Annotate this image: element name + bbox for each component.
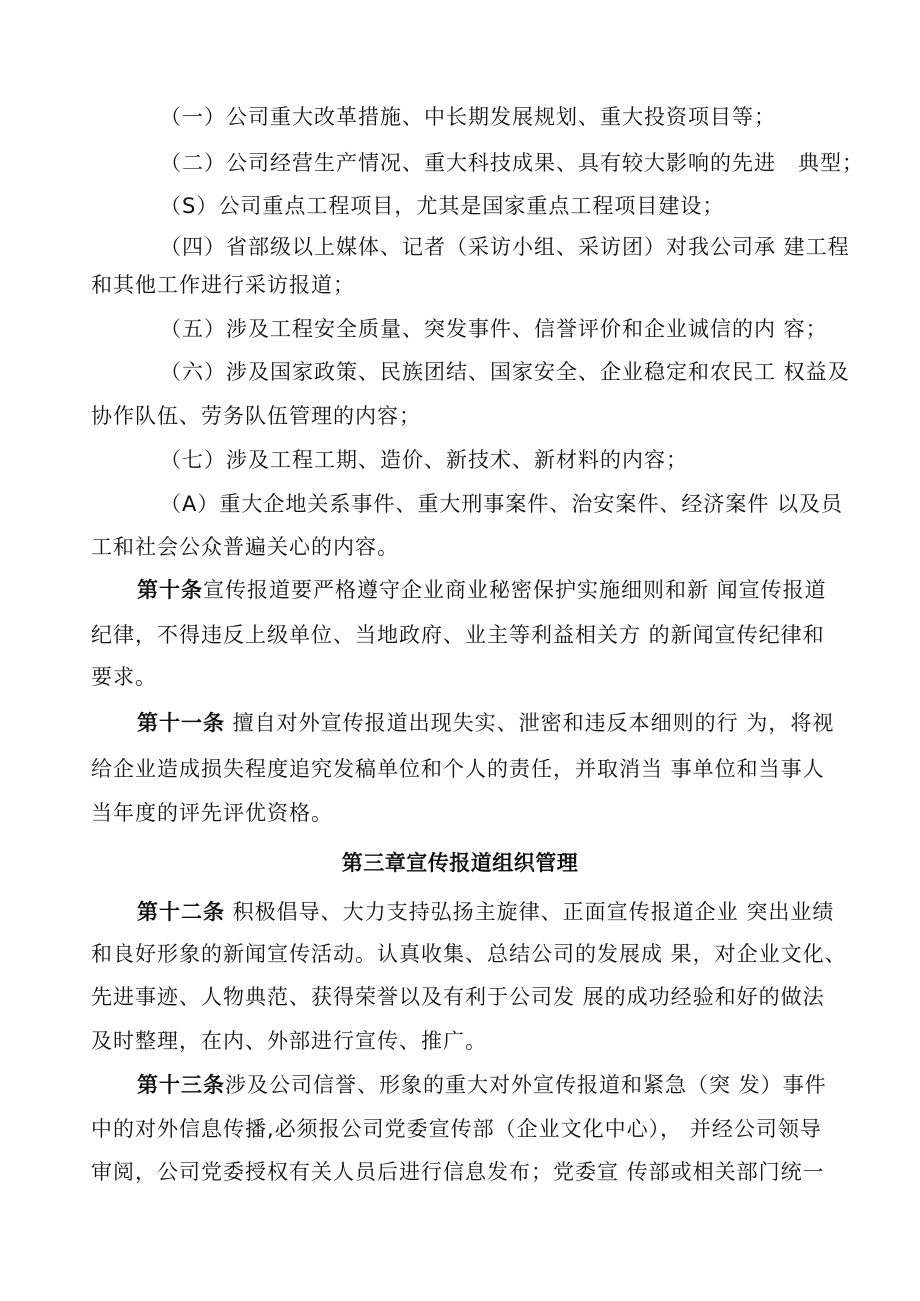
article-12-line-4: 及时整理，在内、外部进行宣传、推广。 [91,1029,487,1053]
article-12-line-3: 先进事迹、人物典范、获得荣誉以及有利于公司发 展的成功经验和好的做法 [91,985,825,1009]
list-item-5: （五）涉及工程安全质量、突发事件、信誉评价和企业诚信的内 容； [160,317,828,341]
list-item-8-line-2: 工和社会公众普遍关心的内容。 [91,535,399,559]
chapter-3-title: 第三章宣传报道组织管理 [341,851,579,875]
list-item-6-line-2: 协作队伍、劳务队伍管理的内容； [91,404,421,428]
list-item-3: （S）公司重点工程项目，尤其是国家重点工程项目建设； [160,194,725,218]
article-11-line-2: 给企业造成损失程度追究发稿单位和个人的责任，并取消当 事单位和当事人 [91,757,825,781]
list-item-4-line-2: 和其他工作进行采访报道； [91,273,355,297]
list-item-8-line-1: （A）重大企地关系事件、重大刑事案件、治安案件、经济案件 以及员 [160,492,844,516]
list-item-2: （二）公司经营生产情况、重大科技成果、具有较大影响的先进 典型； [160,151,864,175]
article-10-line-1 [137,575,827,605]
article-12-line-1 [137,897,834,927]
list-item-7: （七）涉及工程工期、造价、新技术、新材料的内容； [160,448,688,472]
article-12-label: 第十二条 [137,900,225,924]
article-11-line-1 [137,708,834,738]
article-11-text-1: 擅自对外宣传报道出现失实、泄密和违反本细则的行 为，将视 [225,711,835,735]
article-10-text-1: 宣传报道要严格遵守企业商业秘密保护实施细则和新 闻宣传报道 [203,578,827,602]
list-item-1: （一）公司重大改革措施、中长期发展规划、重大投资项目等； [160,105,776,129]
article-12-line-2: 和良好形象的新闻宣传活动。认真收集、总结公司的发展成 果，对企业文化、 [91,942,847,966]
article-11-label: 第十一条 [137,711,225,735]
article-13-label: 第十三条 [137,1073,225,1097]
article-13-text-1: 涉及公司信誉、形象的重大对外宣传报道和紧急（突 发）事件 [225,1073,827,1097]
article-11-line-3: 当年度的评先评优资格。 [91,801,333,825]
article-13-line-3: 审阅，公司党委授权有关人员后进行信息发布；党委宣 传部或相关部门统一 [91,1160,825,1184]
article-13-line-2: 中的对外信息传播,必须报公司党委宣传部（企业文化中心）， 并经公司领导 [91,1117,822,1141]
article-10-line-3: 要求。 [91,665,157,689]
list-item-6-line-1: （六）涉及国家政策、民族团结、国家安全、企业稳定和农民工 权益及 [160,360,850,384]
article-12-text-1: 积极倡导、大力支持弘扬主旋律、正面宣传报道企业 突出业绩 [225,900,835,924]
article-10-line-2: 纪律，不得违反上级单位、当地政府、业主等利益相关方 的新闻宣传纪律和 [91,623,825,647]
article-13-line-1 [137,1070,827,1100]
article-10-label: 第十条 [137,578,203,602]
list-item-4-line-1: （四）省部级以上媒体、记者（采访小组、采访团）对我公司承 建工程 [160,235,850,259]
